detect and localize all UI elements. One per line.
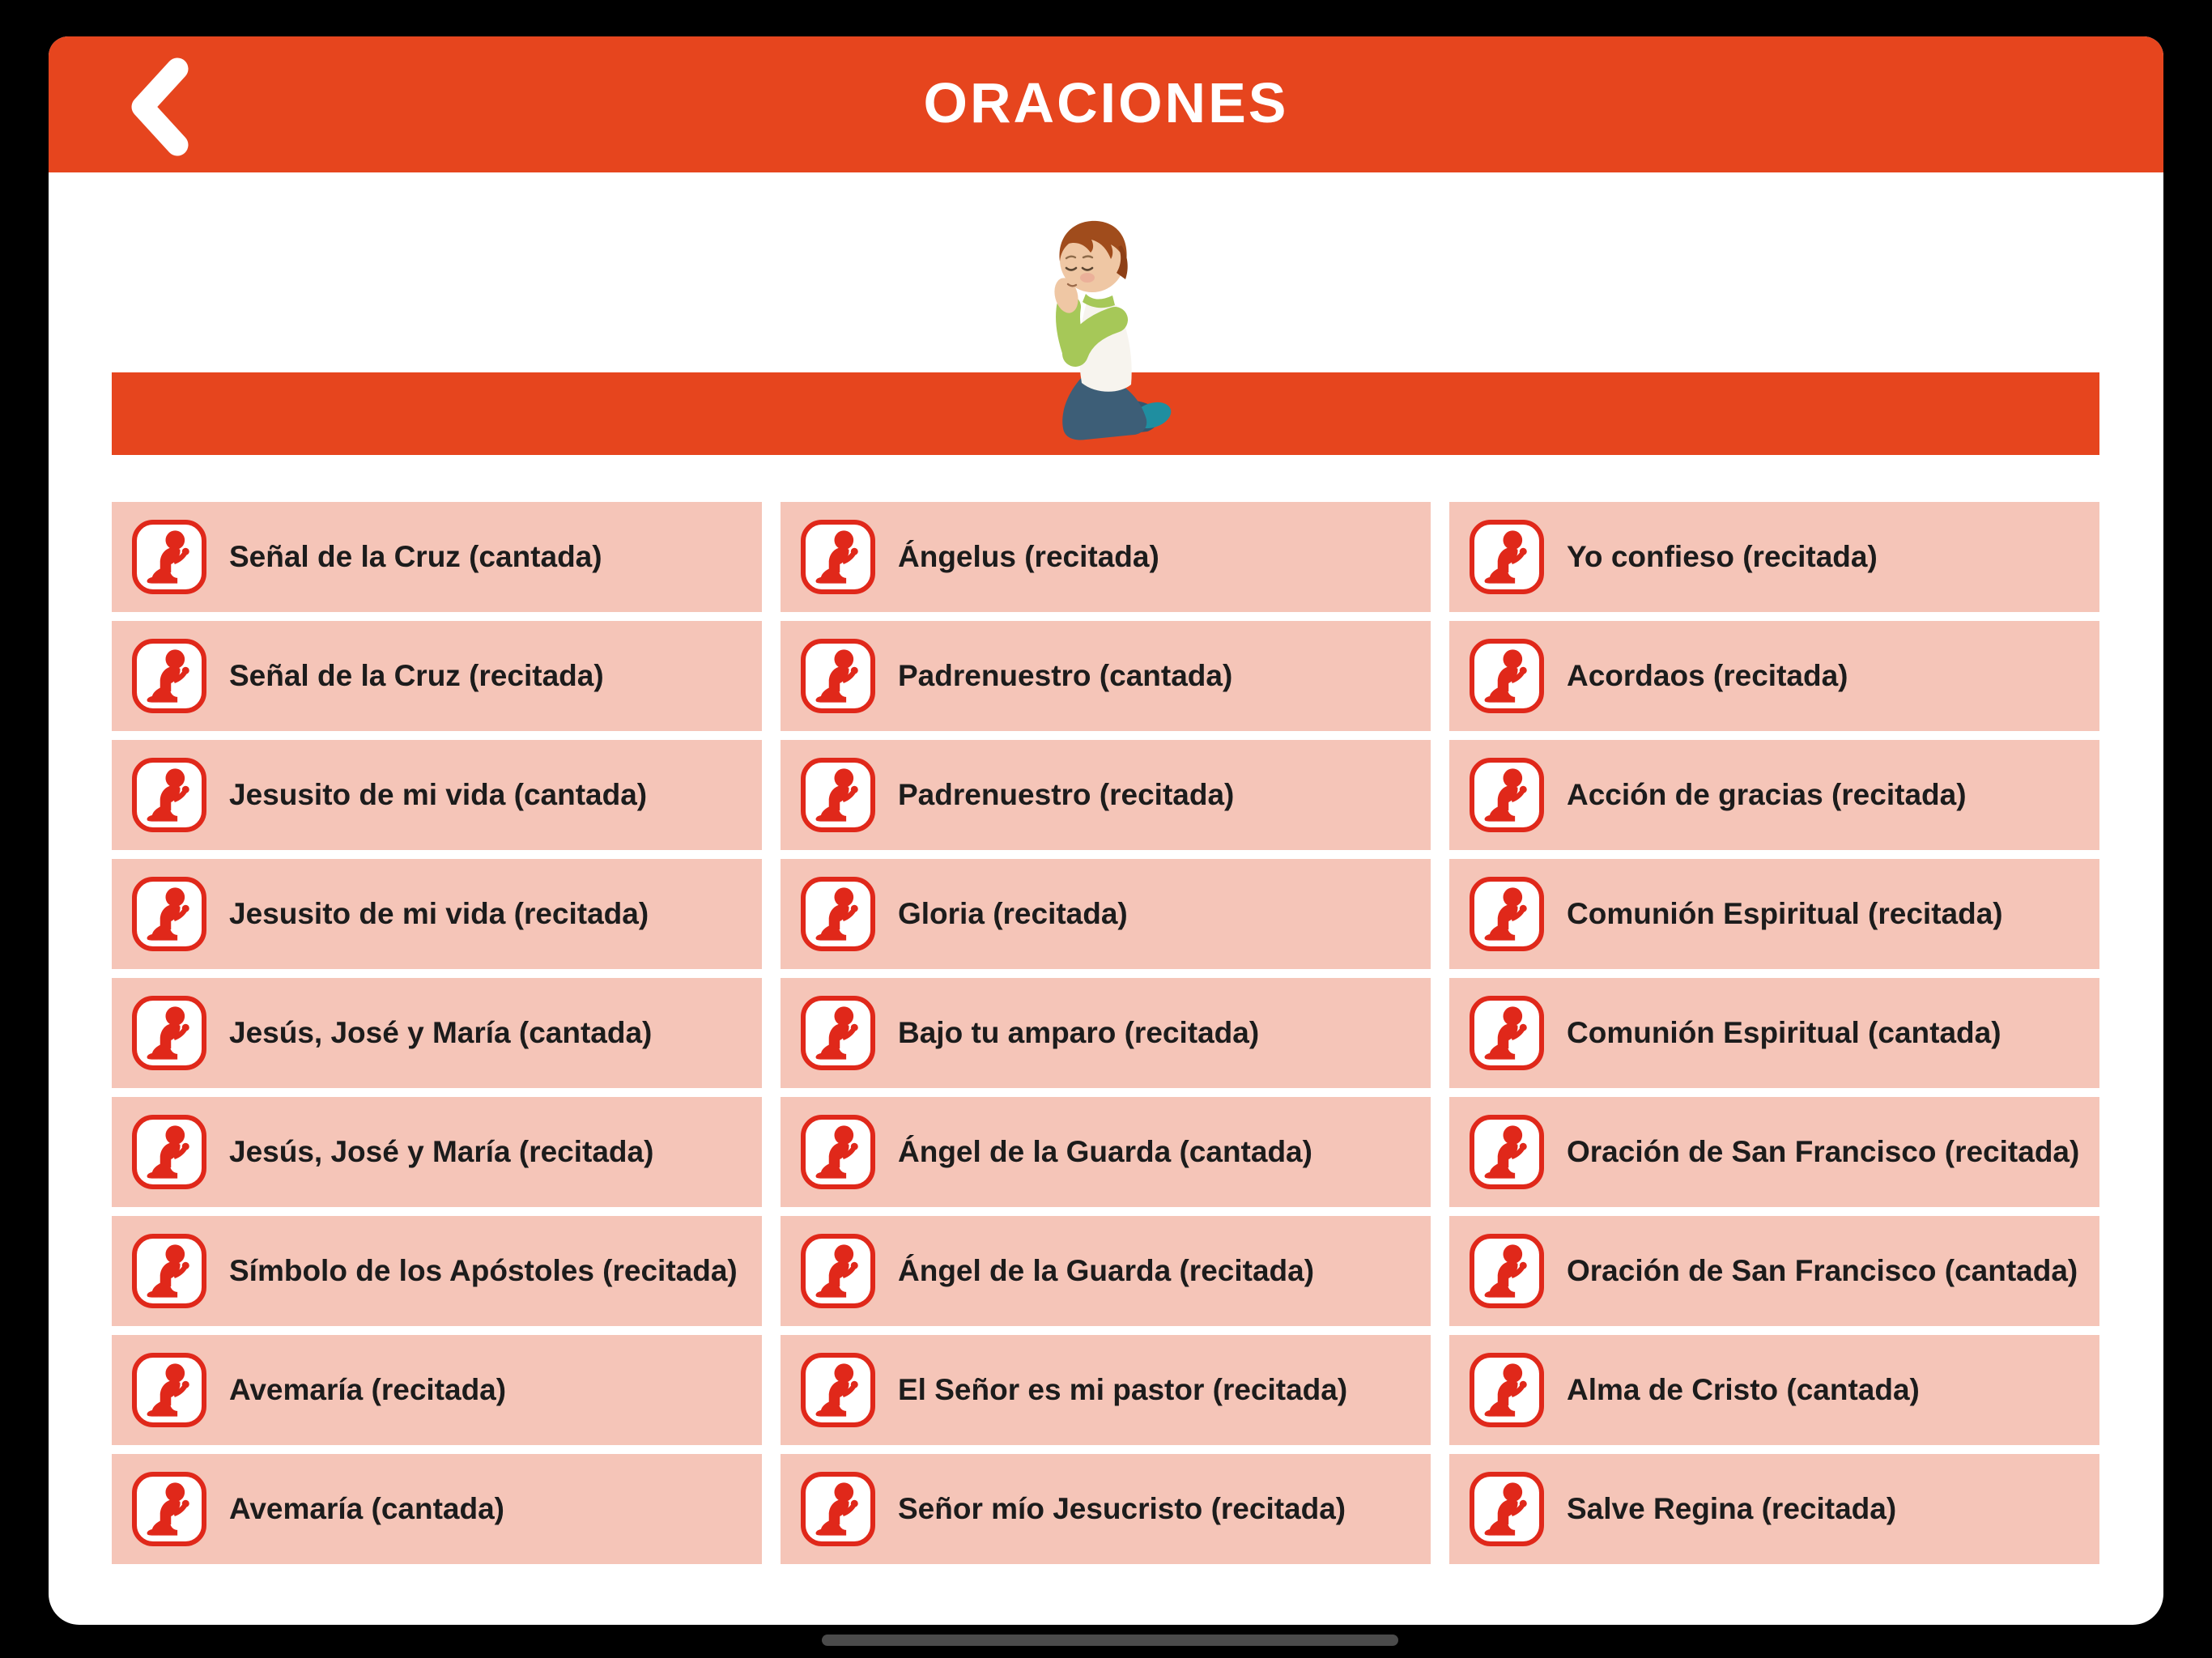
prayer-item-label: Símbolo de los Apóstoles (recitada) [229,1254,738,1287]
prayer-item[interactable] [112,740,762,850]
praying-person-icon [1470,1353,1544,1427]
prayer-item[interactable] [1449,978,2099,1088]
praying-person-icon [1470,1234,1544,1308]
prayer-item-label: Acordaos (recitada) [1567,659,1848,692]
prayer-item-label: Gloria (recitada) [898,897,1128,930]
prayer-item[interactable] [1449,740,2099,850]
praying-person-icon [1470,758,1544,832]
prayer-item[interactable] [781,1335,1431,1445]
prayer-item[interactable] [112,1454,762,1564]
back-button[interactable] [125,57,194,156]
prayer-item-label: Padrenuestro (recitada) [898,778,1235,811]
prayer-item-label: Señal de la Cruz (cantada) [229,540,602,573]
praying-person-icon [801,758,875,832]
home-indicator-bar[interactable] [822,1635,1398,1646]
prayer-item[interactable] [1449,859,2099,969]
prayer-item-label: Padrenuestro (cantada) [898,659,1233,692]
praying-person-icon [801,1472,875,1546]
praying-person-icon [1470,996,1544,1070]
prayer-item[interactable] [112,1097,762,1207]
header-bar [49,36,2163,172]
praying-person-icon [132,996,206,1070]
prayer-item-label: Señal de la Cruz (recitada) [229,659,604,692]
praying-person-icon [132,520,206,594]
prayer-item-label: Acción de gracias (recitada) [1567,778,1967,811]
praying-person-icon [801,1115,875,1189]
prayer-item-label: Avemaría (recitada) [229,1373,507,1406]
praying-person-icon [1470,1115,1544,1189]
praying-person-icon [801,639,875,713]
praying-person-icon [132,1234,206,1308]
prayer-item-label: Yo confieso (recitada) [1567,540,1878,573]
praying-person-icon [132,877,206,951]
prayer-item[interactable] [781,978,1431,1088]
prayer-item[interactable] [1449,1216,2099,1326]
page-title: ORACIONES [923,71,1289,134]
prayer-grid [112,502,2099,1564]
praying-person-icon [1470,877,1544,951]
praying-person-icon [801,877,875,951]
praying-person-icon [801,1234,875,1308]
prayer-item[interactable] [781,1097,1431,1207]
prayer-item[interactable] [781,1454,1431,1564]
prayer-item[interactable] [112,621,762,731]
prayer-item[interactable] [1449,1335,2099,1445]
prayer-item[interactable] [781,740,1431,850]
praying-person-icon [801,520,875,594]
prayer-item[interactable] [1449,1097,2099,1207]
praying-person-icon [1470,1472,1544,1546]
prayer-item-label: El Señor es mi pastor (recitada) [898,1373,1348,1406]
prayer-item[interactable] [781,859,1431,969]
prayer-item[interactable] [1449,621,2099,731]
prayer-item-label: Comunión Espiritual (cantada) [1567,1016,2001,1049]
prayer-item-label: Ángelus (recitada) [898,540,1159,573]
prayer-item-label: Bajo tu amparo (recitada) [898,1016,1260,1049]
prayer-item[interactable] [781,621,1431,731]
prayer-item[interactable] [112,978,762,1088]
prayer-item[interactable] [112,1216,762,1326]
chevron-left-icon [125,57,194,156]
praying-person-icon [801,996,875,1070]
prayer-item-label: Jesusito de mi vida (recitada) [229,897,649,930]
prayer-item-label: Oración de San Francisco (recitada) [1567,1135,2080,1168]
app-screen [49,36,2163,1625]
praying-person-icon [1470,520,1544,594]
prayer-item-label: Oración de San Francisco (cantada) [1567,1254,2078,1287]
prayer-item[interactable] [112,502,762,612]
prayer-item-label: Salve Regina (recitada) [1567,1492,1897,1525]
prayer-item[interactable] [112,859,762,969]
praying-person-icon [132,1115,206,1189]
prayer-item-label: Señor mío Jesucristo (recitada) [898,1492,1346,1525]
prayer-item-label: Comunión Espiritual (recitada) [1567,897,2003,930]
prayer-item[interactable] [781,502,1431,612]
praying-person-icon [1470,639,1544,713]
prayer-item-label: Jesús, José y María (cantada) [229,1016,653,1049]
praying-person-icon [132,758,206,832]
prayer-item[interactable] [1449,1454,2099,1564]
prayer-item-label: Ángel de la Guarda (recitada) [898,1254,1315,1287]
prayer-item[interactable] [1449,502,2099,612]
prayer-item-label: Jesús, José y María (recitada) [229,1135,654,1168]
prayer-item[interactable] [112,1335,762,1445]
praying-person-icon [132,1353,206,1427]
prayer-item-label: Avemaría (cantada) [229,1492,504,1525]
praying-child-illustration [1031,198,1178,448]
prayer-item-label: Ángel de la Guarda (cantada) [898,1135,1312,1168]
prayer-item[interactable] [781,1216,1431,1326]
prayer-item-label: Alma de Cristo (cantada) [1567,1373,1920,1406]
prayer-item-label: Jesusito de mi vida (cantada) [229,778,648,811]
praying-person-icon [132,1472,206,1546]
praying-person-icon [801,1353,875,1427]
praying-person-icon [132,639,206,713]
